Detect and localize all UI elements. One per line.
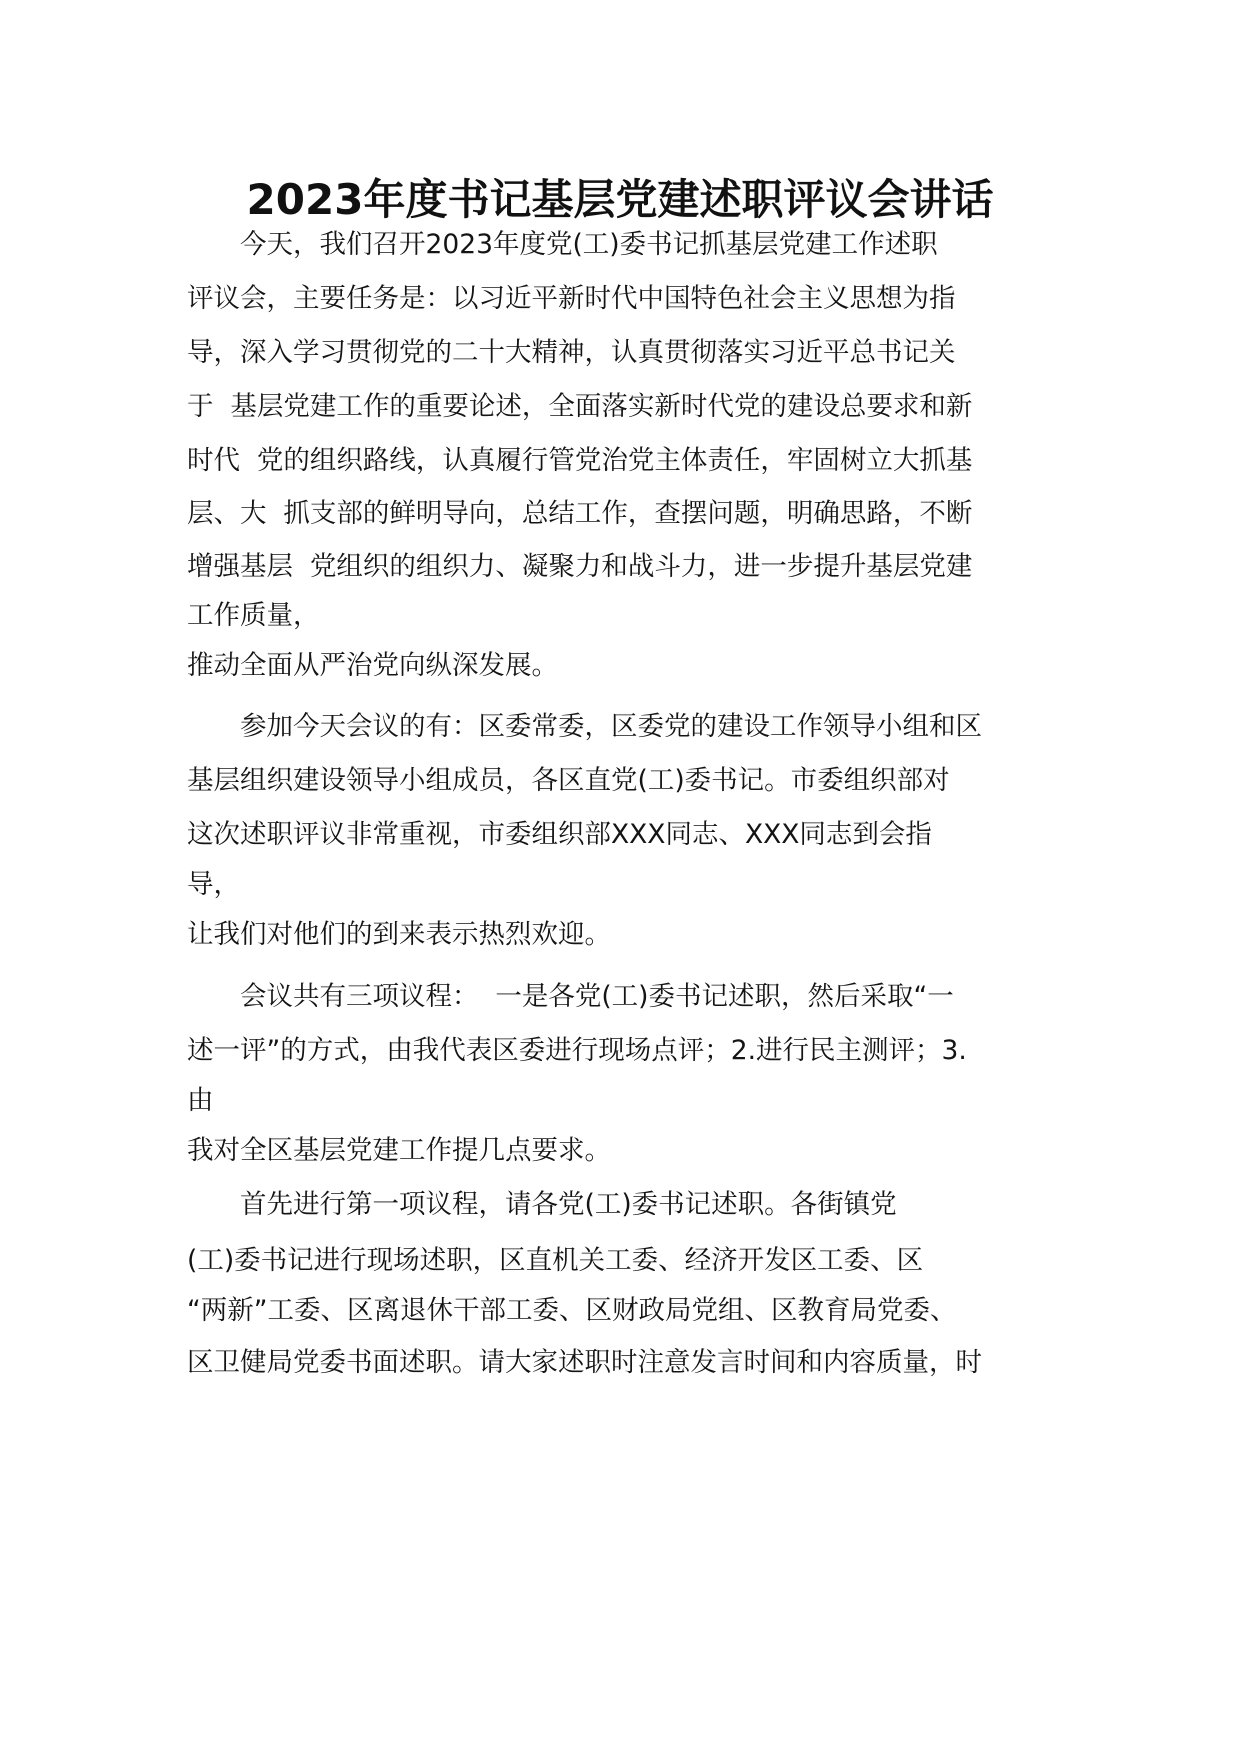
paragraph-line: 时代 党的组织路线，认真履行管党治党主体责任，牢固树立大抓基: [187, 445, 973, 476]
paragraph-line: 于 基层党建工作的重要论述，全面落实新时代党的建设总要求和新: [187, 391, 973, 422]
paragraph-line: 参加今天会议的有：区委常委，区委党的建设工作领导小组和区: [187, 711, 982, 742]
paragraph-line: 会议共有三项议程： 一是各党(工)委书记述职，然后采取“一: [187, 981, 954, 1012]
paragraph-line: 由: [187, 1085, 214, 1116]
paragraph-line: 让我们对他们的到来表示热烈欢迎。: [187, 919, 611, 950]
paragraph-line: 增强基层 党组织的组织力、凝聚力和战斗力，进一步提升基层党建: [187, 551, 973, 582]
paragraph-line: 首先进行第一项议程，请各党(工)委书记述职。各街镇党: [187, 1189, 897, 1220]
paragraph-line: 今天，我们召开2023年度党(工)委书记抓基层党建工作述职: [187, 229, 938, 260]
paragraph-line: 层、大 抓支部的鲜明导向，总结工作，查摆问题，明确思路，不断: [187, 498, 973, 529]
paragraph-line: 工作质量，: [187, 600, 320, 631]
paragraph-line: 导，: [187, 869, 240, 900]
paragraph-line: 这次述职评议非常重视，市委组织部XXX同志、XXX同志到会指: [187, 819, 932, 850]
paragraph-line: 区卫健局党委书面述职。请大家述职时注意发言时间和内容质量，时: [187, 1347, 982, 1378]
paragraph-line: “两新”工委、区离退休干部工委、区财政局党组、区教育局党委、: [187, 1295, 957, 1326]
document-title: 2023年度书记基层党建述职评议会讲话: [246, 175, 994, 224]
paragraph-line: 评议会，主要任务是：以习近平新时代中国特色社会主义思想为指: [187, 283, 956, 314]
paragraph-line: 基层组织建设领导小组成员，各区直党(工)委书记。市委组织部对: [187, 765, 950, 796]
paragraph-line: 推动全面从严治党向纵深发展。: [187, 650, 558, 681]
paragraph-line: 我对全区基层党建工作提几点要求。: [187, 1135, 611, 1166]
paragraph-line: 述一评”的方式，由我代表区委进行现场点评；2.进行民主测评；3.: [187, 1035, 967, 1066]
paragraph-line: (工)委书记进行现场述职，区直机关工委、经济开发区工委、区: [187, 1245, 924, 1276]
paragraph-line: 导，深入学习贯彻党的二十大精神，认真贯彻落实习近平总书记关: [187, 337, 956, 368]
